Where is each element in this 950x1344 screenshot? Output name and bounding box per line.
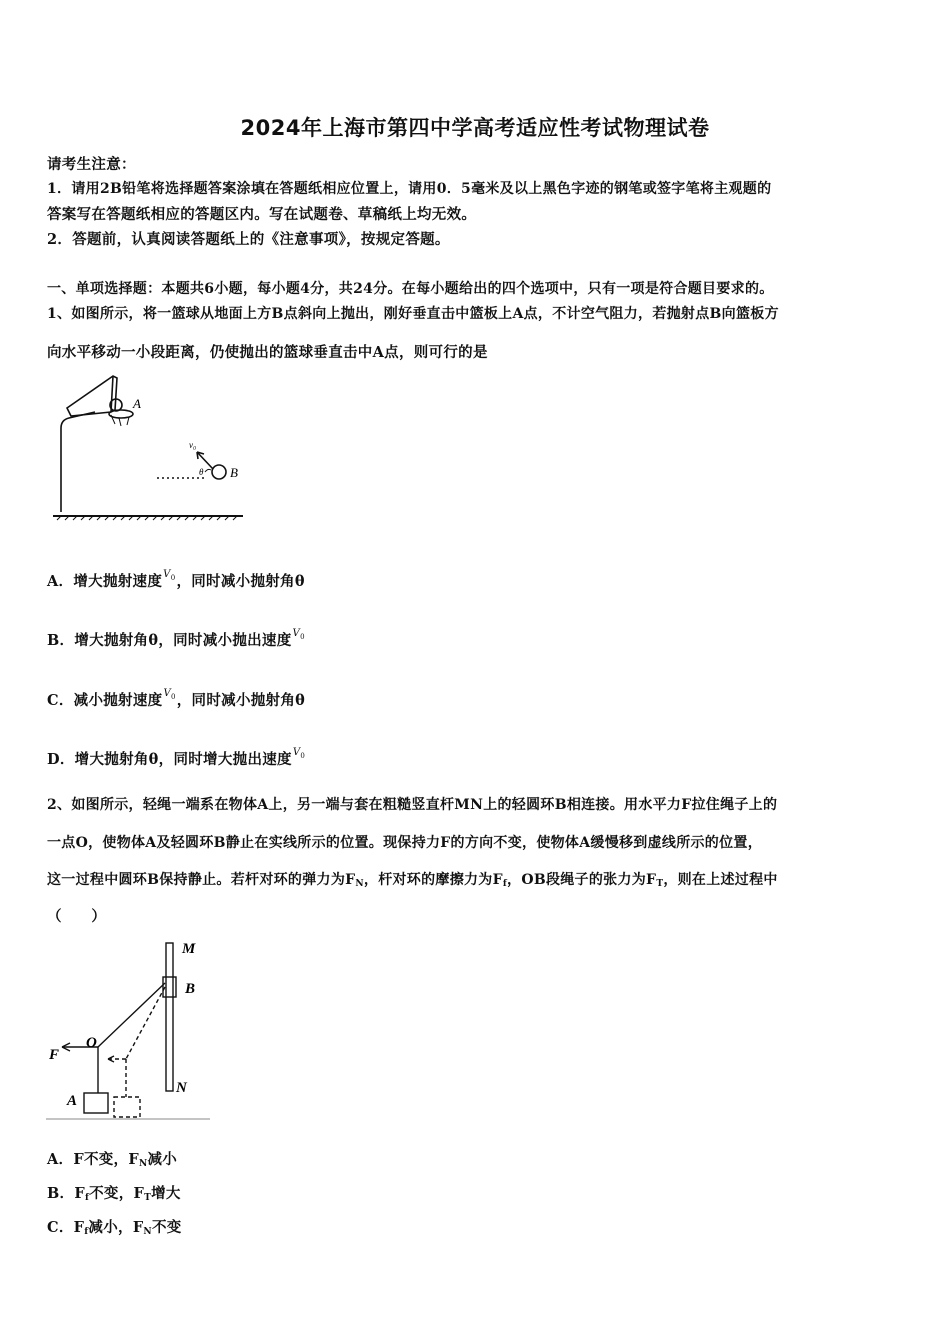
label-a: A	[67, 1093, 78, 1109]
q1-option-a[interactable]	[47, 570, 305, 591]
label-f: F	[49, 1047, 60, 1063]
section-heading: 一、单项选择题：本题共6小题，每小题4分，共24分。在每小题给出的四个选项中，只有一项是符合题目要求的。	[47, 281, 774, 297]
label-a: A	[133, 396, 141, 411]
q1-option-c[interactable]	[47, 689, 305, 710]
q1-option-b-text: B．增大抛射角θ，同时减小抛出速度	[47, 632, 292, 649]
q1-option-d-text: D．增大抛射角θ，同时增大抛出速度	[47, 751, 292, 768]
q2-answer-bracket: （ ）	[47, 908, 107, 925]
q1-basketball-figure	[45, 372, 250, 527]
q1-option-a-text-2: ，同时减小抛射角θ	[176, 573, 305, 590]
dashed-rope	[126, 987, 165, 1059]
hoop-pole	[61, 412, 95, 512]
q2-option-c[interactable]: C．$F_f$减小，$F_N$不变	[47, 1219, 182, 1237]
q1-option-d[interactable]	[47, 748, 306, 769]
notice-heading: 请考生注意：	[47, 156, 136, 173]
hoop-rim	[109, 410, 133, 418]
v0-symbol: V0	[292, 747, 306, 760]
q2-stem-line-2: 一点O，使物体A及轻圆环B静止在实线所示的位置。现保持力F的方向不变，使物体A缓慢移到虚线所示的位置，	[47, 835, 762, 851]
label-b: B	[185, 981, 196, 997]
q1-option-c-text-2: ，同时减小抛射角θ	[176, 692, 306, 709]
dashed-box	[114, 1097, 140, 1117]
ball-at-b	[212, 465, 226, 479]
notice-line-1a: 1．请用2B铅笔将选择题答案涂填在答题纸相应位置上，请用0．5毫米及以上黑色字迹的钢笔或签字笔将主观题的	[47, 181, 772, 197]
q2-option-a[interactable]: A．F不变，$F_N$减小	[47, 1151, 178, 1169]
notice-line-1b: 答案写在答题纸相应的答题区内。写在试题卷、草稿纸上均无效。	[47, 206, 477, 223]
q2-stem-line-1: 2、如图所示，轻绳一端系在物体A上，另一端与套在粗糙竖直杆MN上的轻圆环B相连接。用水平力F拉住绳子上的	[47, 797, 778, 813]
rope-ob	[98, 983, 165, 1047]
q1-option-c-text: C．减小抛射速度	[47, 692, 163, 709]
label-theta: θ	[199, 467, 204, 477]
q2-stem-line-3: 这一过程中圆环B保持静止。若杆对环的弹力为$F_N$，杆对环的摩擦力为$F_f$，OB段绳子的张力为$F_T$，则在上述过程中	[47, 872, 778, 889]
q1-stem-line-2: 向水平移动一小段距离，仍使抛出的篮球垂直击中A点，则可行的是	[47, 344, 488, 361]
label-b: B	[230, 465, 238, 480]
q2-option-b[interactable]: B．$F_f$不变，$F_T$增大	[47, 1185, 181, 1203]
label-v0: v₀	[189, 440, 197, 450]
label-m: M	[182, 941, 196, 957]
notice-line-2: 2．答题前，认真阅读答题纸上的《注意事项》，按规定答题。	[47, 231, 450, 248]
v0-symbol: V0	[292, 628, 305, 641]
v0-symbol: V0	[163, 569, 176, 582]
label-n: N	[176, 1080, 187, 1096]
label-o: O	[86, 1035, 97, 1051]
q1-option-a-text: A．增大抛射速度	[47, 573, 163, 590]
q1-stem-line-1: 1、如图所示，将一篮球从地面上方B点斜向上抛出，刚好垂直击中篮板上A点，不计空气阻力，若抛射点B向篮板方	[47, 306, 779, 322]
v0-symbol: V0	[163, 688, 176, 701]
backboard	[67, 376, 117, 416]
rod-mn	[166, 943, 173, 1091]
q2-rod-figure	[42, 935, 212, 1125]
page-title: 2024年上海市第四中学高考适应性考试物理试卷	[240, 116, 710, 140]
q1-option-b[interactable]	[47, 629, 306, 650]
box-a	[84, 1093, 108, 1113]
